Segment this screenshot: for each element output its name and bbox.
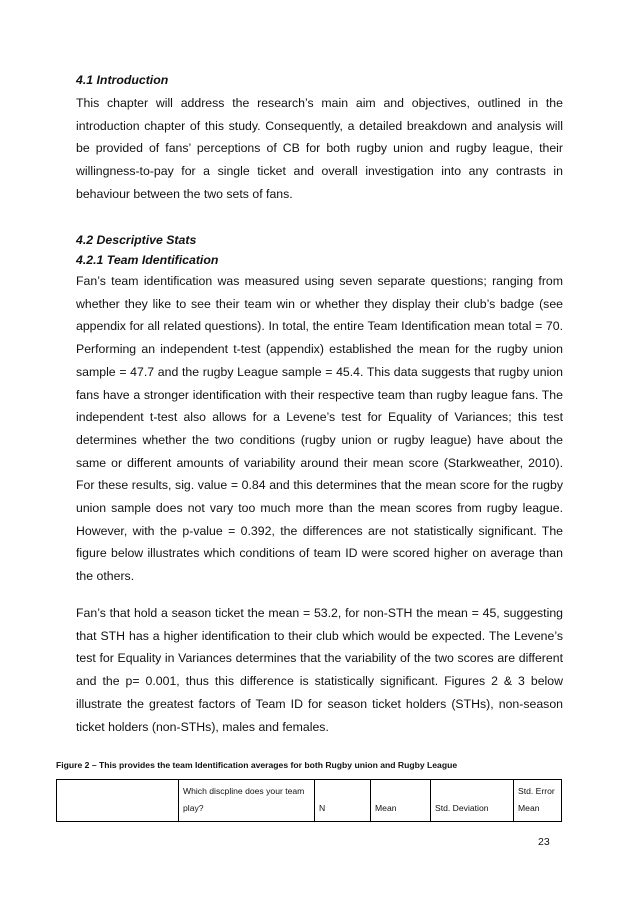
page-number: 23 bbox=[538, 836, 550, 848]
section-heading-descriptive-stats: 4.2 Descriptive Stats bbox=[76, 233, 197, 247]
season-ticket-paragraph: Fan’s that hold a season ticket the mean = 53.2, for non-STH the mean = 45, suggesting that STH has a higher identification to their club which would be expected. The Levene’s test for Equality in Variances determines that the variability of the two scores are different and the p= 0.001, thus this difference is statistically significant. Figures 2 & 3 below illustrate the greatest factors of Team ID for season ticket holders (STHs), non-season ticket holders (non-STHs), males and females. bbox=[76, 606, 563, 734]
table-header-cell bbox=[57, 780, 179, 822]
figure-caption: Figure 2 – This provides the team Identification averages for both Rugby union and Rugby League bbox=[56, 760, 458, 770]
table-header-cell: Which discpline does your team play? bbox=[179, 780, 315, 822]
introduction-paragraph: This chapter will address the research’s main aim and objectives, outlined in the introduction chapter of this study. Consequently, a detailed breakdown and analysis will be provided of fans’ perceptions of CB for both rugby union and rugby league, their willingness-to-pay for a single ticket and overall investigation into any contrasts in behaviour between the two sets of fans. bbox=[76, 96, 563, 201]
table-header-cell: Std. Deviation bbox=[431, 780, 514, 822]
table-header-row bbox=[57, 780, 562, 822]
team-identification-table bbox=[56, 779, 562, 822]
table-header-cell: Std. Error Mean bbox=[514, 780, 562, 822]
team-identification-paragraph: Fan’s team identification was measured using seven separate questions; ranging from whether they like to see their team win or whether they display their club’s badge (see appendix for all related questions). In total, the entire Team Identification mean total = 70. Performing an independent t-test (appendix) established the mean for the rugby union sample = 47.7 and the rugby League sample = 45.4. This data suggests that rugby union fans have a stronger identification with their respective team than rugby league fans. The independent t-test also allows for a Levene’s test for Equality of Variances; this test determines whether the two conditions (rugby union or rugby league) have about the same or different amounts of variability around their mean score (Starkweather, 2010). For these results, sig. value = 0.84 and this determines that the mean score for the rugby union sample does not vary too much more than the mean scores from rugby league. However, with the p-value = 0.392, the differences are not statistically significant. The figure below illustrates which conditions of team ID were scored higher on average than the others. bbox=[76, 274, 563, 584]
subsection-heading-team-identification: 4.2.1 Team Identification bbox=[76, 253, 219, 267]
table-header-cell: N bbox=[315, 780, 371, 822]
section-heading-introduction: 4.1 Introduction bbox=[76, 73, 169, 87]
table-header-cell: Mean bbox=[371, 780, 431, 822]
